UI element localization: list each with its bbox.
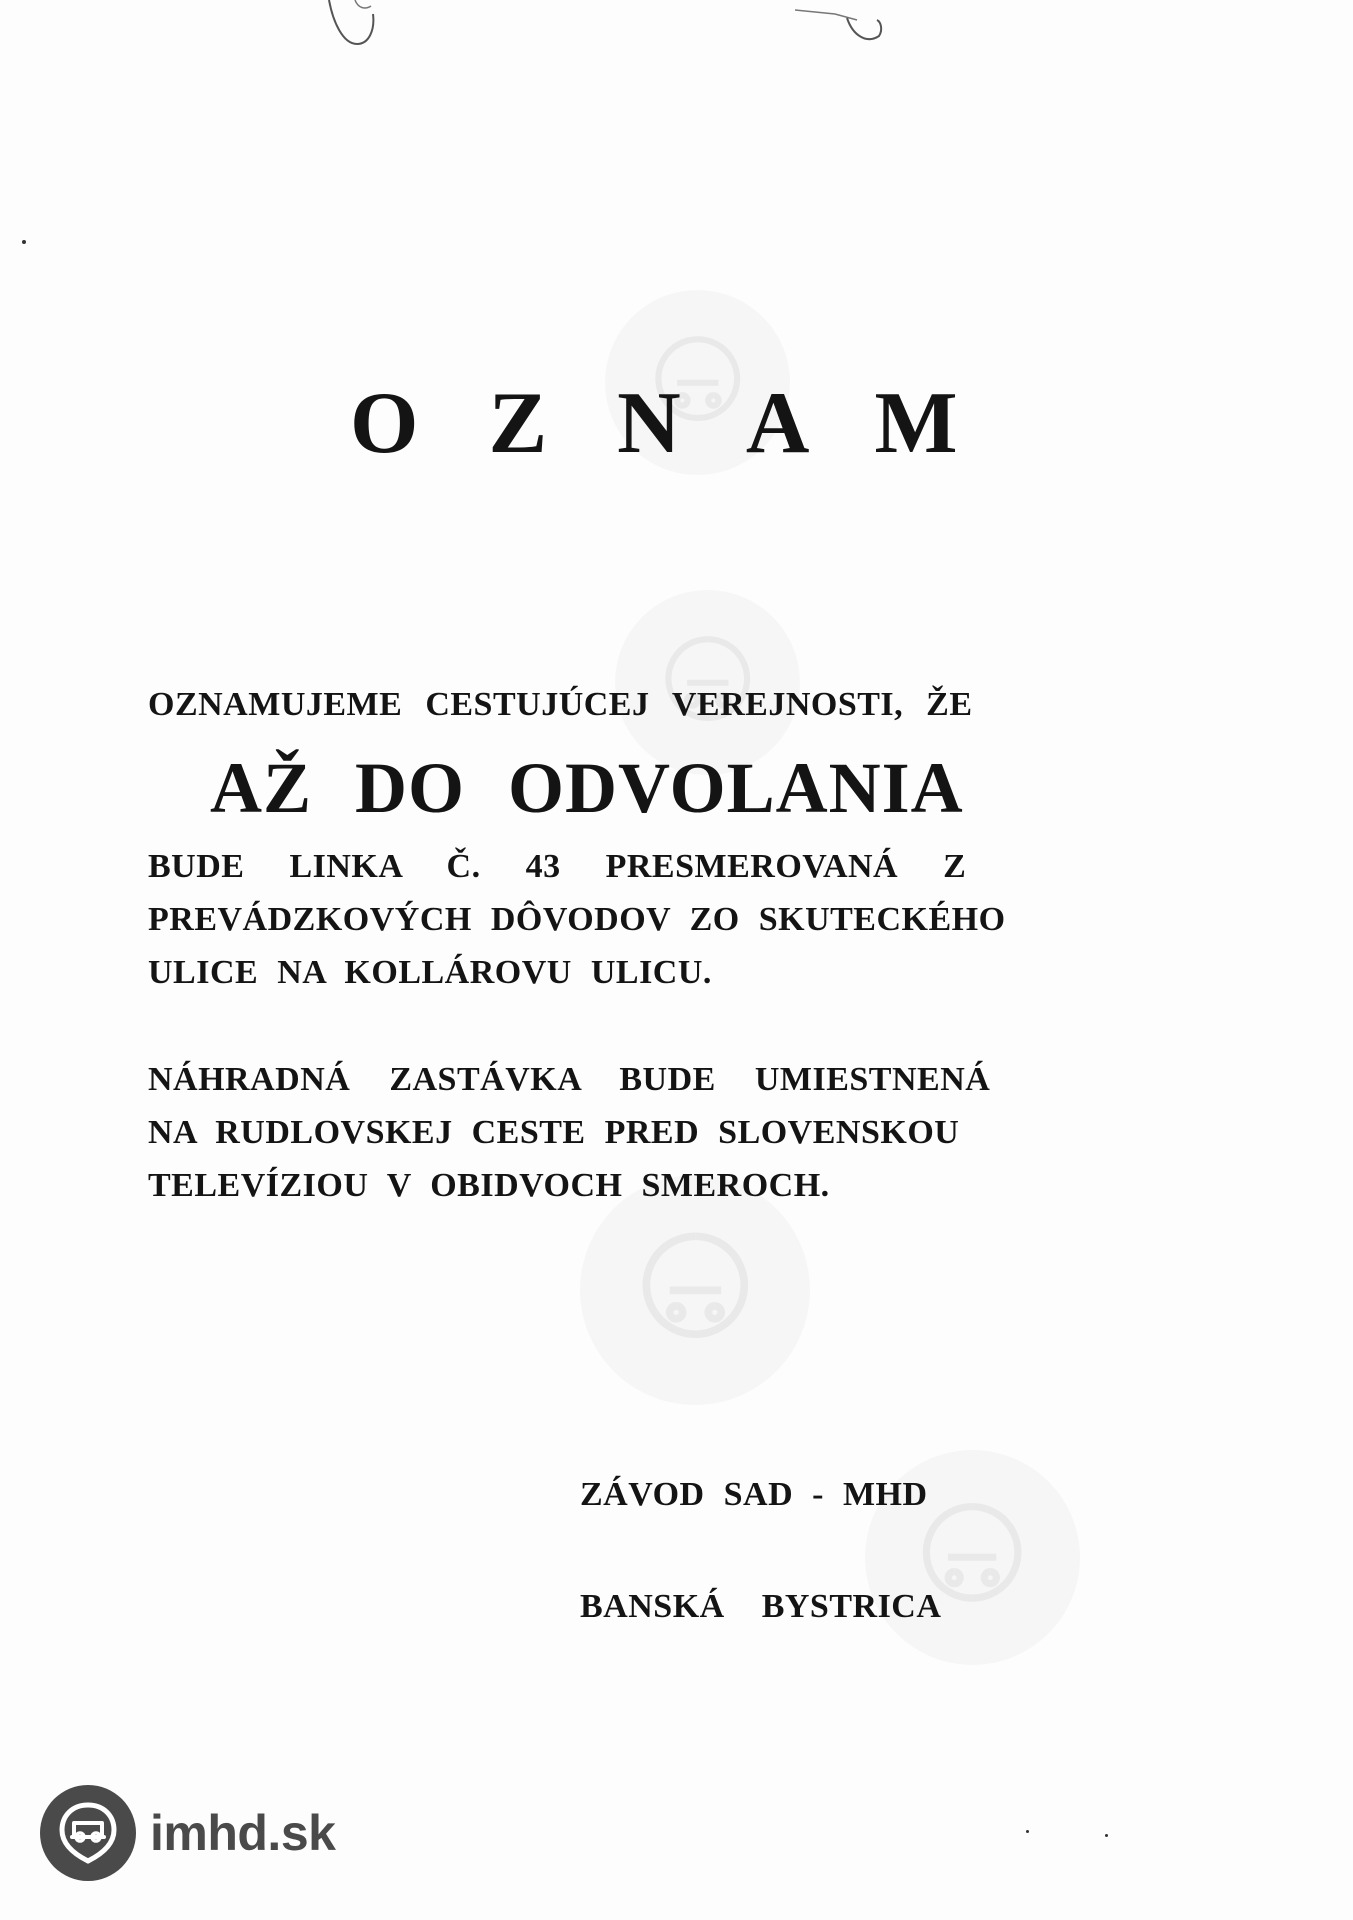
paper-tear-mark-left xyxy=(325,0,385,50)
replacement-stop-line: NA RUDLOVSKEJ CESTE PRED SLOVENSKOU xyxy=(148,1114,960,1151)
notice-body-line: PREVÁDZKOVÝCH DÔVODOV ZO SKUTECKÉHO xyxy=(148,901,1006,938)
scan-speck xyxy=(1105,1834,1108,1837)
scan-speck xyxy=(22,240,26,244)
scan-speck xyxy=(1026,1830,1029,1833)
imhd-logo xyxy=(40,1785,335,1881)
replacement-stop-line: NÁHRADNÁ ZASTÁVKA BUDE UMIESTNENÁ xyxy=(148,1061,991,1098)
paper-tear-mark-right xyxy=(795,0,885,50)
signature-org: ZÁVOD SAD - MHD xyxy=(580,1476,928,1513)
replacement-stop-line: TELEVÍZIOU V OBIDVOCH SMEROCH. xyxy=(148,1167,830,1204)
bus-pin-icon xyxy=(40,1785,136,1881)
notice-emphasis: AŽ DO ODVOLANIA xyxy=(210,748,964,828)
imhd-logo-text: imhd.sk xyxy=(150,1805,336,1861)
notice-intro: OZNAMUJEME CESTUJÚCEJ VEREJNOSTI, ŽE xyxy=(148,686,973,723)
signature-city: BANSKÁ BYSTRICA xyxy=(580,1588,942,1625)
notice-body-line: ULICE NA KOLLÁROVU ULICU. xyxy=(148,954,712,991)
notice-title: O Z N A M xyxy=(350,375,982,472)
notice-body-line: BUDE LINKA Č. 43 PRESMEROVANÁ Z xyxy=(148,848,967,885)
faint-watermark-icon xyxy=(580,1175,810,1405)
